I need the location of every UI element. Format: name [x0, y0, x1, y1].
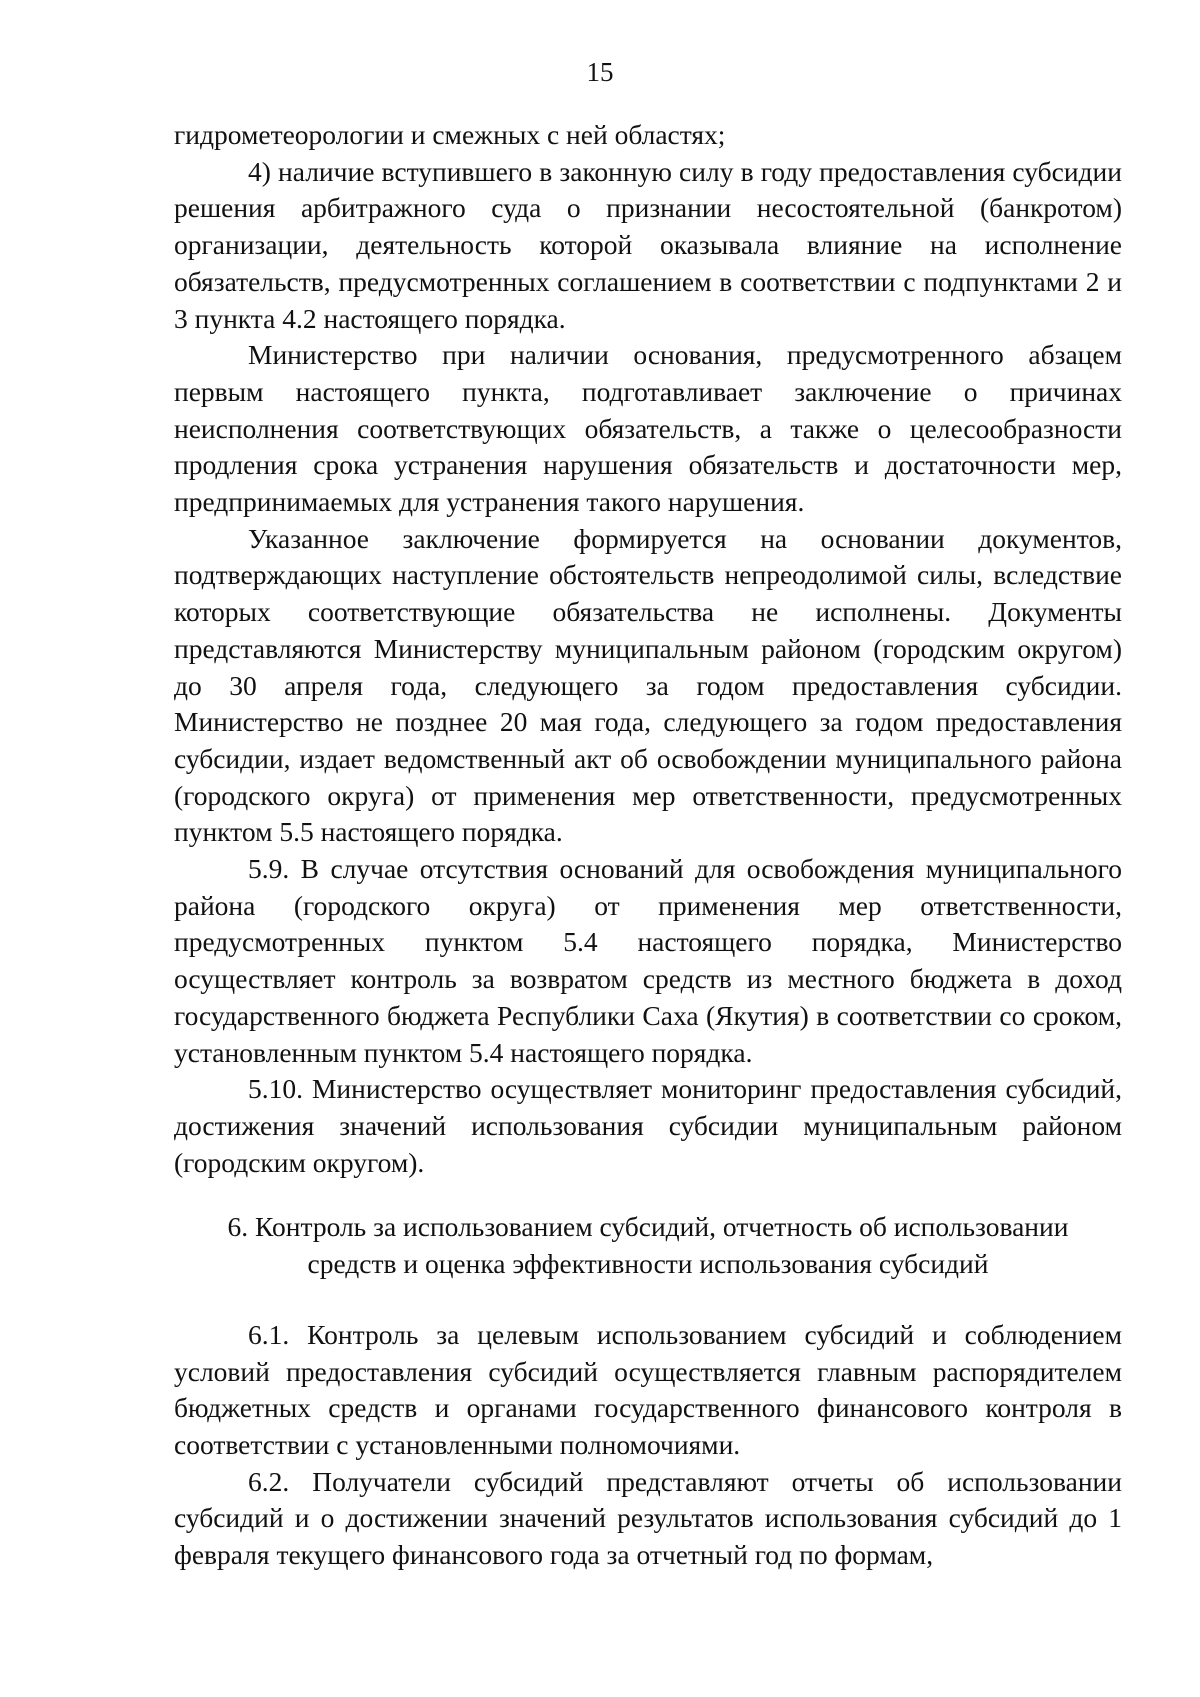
paragraph-6-1: 6.1. Контроль за целевым использованием субсидий и соблюдением условий предоставления субсидий осуществляется главным распорядителем бюджетных средств и органами государственного финансового контроля в соответствии с установленными полномочиями.: [174, 1318, 1122, 1460]
section-heading-line-1: 6. Контроль за использованием субсидий, отчетность об использовании: [227, 1211, 1069, 1243]
section-heading-line-2: средств и оценка эффективности использования субсидий: [307, 1248, 989, 1280]
paragraph-continuation: гидрометеорологии и смежных с ней областях;: [174, 119, 726, 150]
section-heading: [174, 1209, 1122, 1282]
paragraph-ministry-conclusion: Министерство при наличии основания, предусмотренного абзацем первым настоящего пункта, подготавливает заключение о причинах неисполнения соответствующих обязательств, а также о целесообразности продления срока устранения нарушения обязательств и достаточности мер, предпринимаемых для устранения такого нарушения.: [174, 339, 1122, 518]
paragraph-5-9: 5.9. В случае отсутствия оснований для освобождения муниципального района (городского округа) от применения мер ответственности, предусмотренных пунктом 5.4 настоящего порядка, Министерство осуществляет контроль за возвратом средств из местного бюджета в доход государственного бюджета Республики Саха (Якутия) в соответствии со сроком, установленным пунктом 5.4 настоящего порядка.: [174, 853, 1122, 1068]
paragraph-5-10: 5.10. Министерство осуществляет мониторинг предоставления субсидий, достижения значений использования субсидии муниципальным районом (городским округом).: [174, 1073, 1122, 1178]
paragraph-item-4: 4) наличие вступившего в законную силу в году предоставления субсидии решения арбитражного суда о признании несостоятельной (банкротом) организации, деятельность которой оказывала влияние на исполнение обязательств, предусмотренных соглашением в соответствии с подпунктами 2 и 3 пункта 4.2 настоящего порядка.: [174, 155, 1122, 334]
document-body: [174, 117, 1122, 1574]
paragraph-6-2: 6.2. Получатели субсидий представляют отчеты об использовании субсидий и о достижении значений результатов использования субсидий до 1 февраля текущего финансового года за отчетный год по формам,: [174, 1465, 1122, 1571]
page-number: 15: [586, 57, 614, 87]
paragraph-conclusion-documents: Указанное заключение формируется на основании документов, подтверждающих наступление обстоятельств непреодолимой силы, вследствие которых соответствующие обязательства не исполнены. Документы представляются Министерству муниципальным районом (городским округом) до 30 апреля года, следующего за годом предоставления субсидии. Министерство не позднее 20 мая года, следующего за годом предоставления субсидии, издает ведомственный акт об освобождении муниципального района (городского округа) от применения мер ответственности, предусмотренных пунктом 5.5 настоящего порядка.: [174, 522, 1122, 848]
